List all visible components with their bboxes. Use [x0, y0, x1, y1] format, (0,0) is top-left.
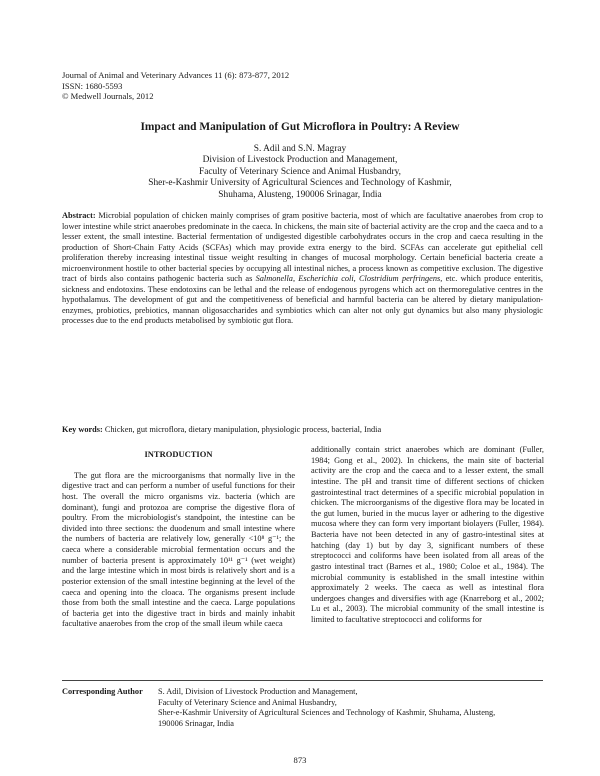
author-block	[60, 144, 540, 201]
abstract-separator: ,	[292, 274, 299, 284]
journal-issn: ISSN: 1680-5593	[62, 80, 123, 91]
affiliation-line: Division of Livestock Production and Management,	[202, 155, 398, 166]
introduction-paragraph: The gut flora are the microorganisms that normally live in the digestive tract and can perform a number of useful functions for their host. The overall the micro organisms viz. bacteria (which are dominant), fungi and protozoa are comprise the digestive flora of poultry. From the microbiologist's standpoint, the intestine can be divided into three sections: the duodenum and small intestine where the numbers of bacteria are relatively low, generally <10⁸ g⁻¹; the caeca where a considerable microbial fermentation occurs and the number of bacteria present is approximately 10¹¹ g⁻¹ (wet weight) and the large intestine which in most birds is relatively short and is a posterior extension of the small intestine beginning at the level of the caeca and opening into the cloaca. The organisms present include those from both the small intestine and the caeca. Large populations of bacteria get into the digestive tract in birds and mainly inhabit facultative anaerobes from the crop of the small ileum while caeca	[62, 470, 295, 629]
corresponding-line: S. Adil, Division of Livestock Production and Management,	[158, 687, 358, 696]
abstract-text: Microbial population of chicken mainly comprises of gram positive bacteria, most of which are facultative anaerobes from crop to lower intestine while strict anaerobes predominate in the caeca. In chickens, the main site of bacterial activity are the crop and the caeca and to a lesser extent, the small intestine. Bacterial fermentation of undigested digestible carbohydrates occurs in the crop and caeca resulting in the production of Short-Chain Fatty Acids (SCFAs) which may provide extra energy to the bird. SCFAs can accelerate gut epithelial cell proliferation thereby increasing intestinal tissue weight resulting in changes of mucosal morphology. Certain beneficial bacteria create a microenvironment hostile to other bacterial species by occupying all intestinal niches, a process known as competitive exclusion. The digestive tract of birds also contains pathogenic bacteria such as	[62, 211, 543, 284]
footnote-divider	[62, 680, 543, 681]
abstract-label: Abstract:	[62, 211, 96, 220]
article-title: Impact and Manipulation of Gut Microflora in Poultry: A Review	[140, 121, 460, 133]
keywords	[62, 425, 543, 436]
journal-citation: Journal of Animal and Veterinary Advances 11 (6): 873-877, 2012	[62, 70, 290, 80]
corresponding-author-label: Corresponding Author	[62, 687, 143, 696]
author-names: S. Adil and S.N. Magray	[253, 144, 347, 154]
corresponding-line: Faculty of Veterinary Science and Animal Husbandry,	[158, 697, 337, 707]
affiliation-line: Shuhama, Alusteng, 190006 Srinagar, India	[218, 189, 382, 200]
corresponding-line: Sher-e-Kashmir University of Agricultural Sciences and Technology of Kashmir, Shuhama, Alusteng,	[158, 708, 496, 717]
corresponding-author-details	[158, 687, 543, 729]
journal-copyright: © Medwell Journals, 2012	[62, 91, 154, 102]
page-number: 873	[293, 755, 307, 765]
section-heading-introduction: INTRODUCTION	[144, 449, 213, 459]
abstract-pathogen: Escherichia coli	[298, 274, 354, 284]
abstract-separator: ,	[353, 274, 360, 284]
affiliation-line: Faculty of Veterinary Science and Animal Husbandry,	[198, 166, 402, 177]
journal-header	[62, 70, 362, 102]
abstract-text: , etc. which produce enteritis, sickness and endotoxins. These endotoxins can be lethal and the release of endogenous pyrogens which act on thermoregulative centres in the hypothalamus. The development of gut and the competitiveness of beneficial and harmful bacteria can be altered by dietary manipulation-enzymes, probiotics, prebiotics, mannan oligosaccharides and symbiotics which can alter not only gut dynamics but also many physiologic processes due to the end products metabolised by symbiotic gut flora.	[62, 274, 543, 326]
abstract-pathogen: Clostridium perfringens	[359, 274, 441, 284]
abstract-pathogen: Salmonella	[255, 274, 293, 284]
abstract	[62, 211, 543, 327]
corresponding-line: 190006 Srinagar, India	[158, 718, 234, 728]
left-column	[62, 435, 295, 630]
keywords-label: Key words:	[62, 425, 103, 434]
keywords-text: Chicken, gut microflora, dietary manipulation, physiologic process, bacterial, India	[102, 425, 382, 434]
affiliation-line: Sher-e-Kashmir University of Agricultural Sciences and Technology of Kashmir,	[148, 178, 452, 189]
right-column	[311, 445, 544, 626]
introduction-paragraph-continued: additionally contain strict anaerobes which are dominant (Fuller, 1984; Gong et al., 2002). In chickens, the main site of bacterial activity are the crop and the caeca and to a lesser extent, the small intestine. The pH and transit time of different sections of chicken gastrointestinal tract determines of a specific microbial population in chicken. The microorganisms of the digestive flora may be located in the gut lumen, buried in the mucus layer or adhering to the digestive mucosa where they can form very important biolayers (Fuller, 1984). Bacteria have not been detected in any of gastro-intestinal sites at hatching (day 1) but by day 3, significant numbers of these streptococci and coliforms have been isolated from all areas of the gastro intestinal tract (Barnes et al., 1980; Coloe et al., 1984). The microbial community is established in the small intestine within approximately 2 weeks. The caeca as well as intestinal flora undergoes changes and diversifies with age (Knarreborg et al., 2002; Lu et al., 2003). The microbial community of the small intestine is limited to facultative streptococci and coliforms for	[311, 445, 544, 624]
